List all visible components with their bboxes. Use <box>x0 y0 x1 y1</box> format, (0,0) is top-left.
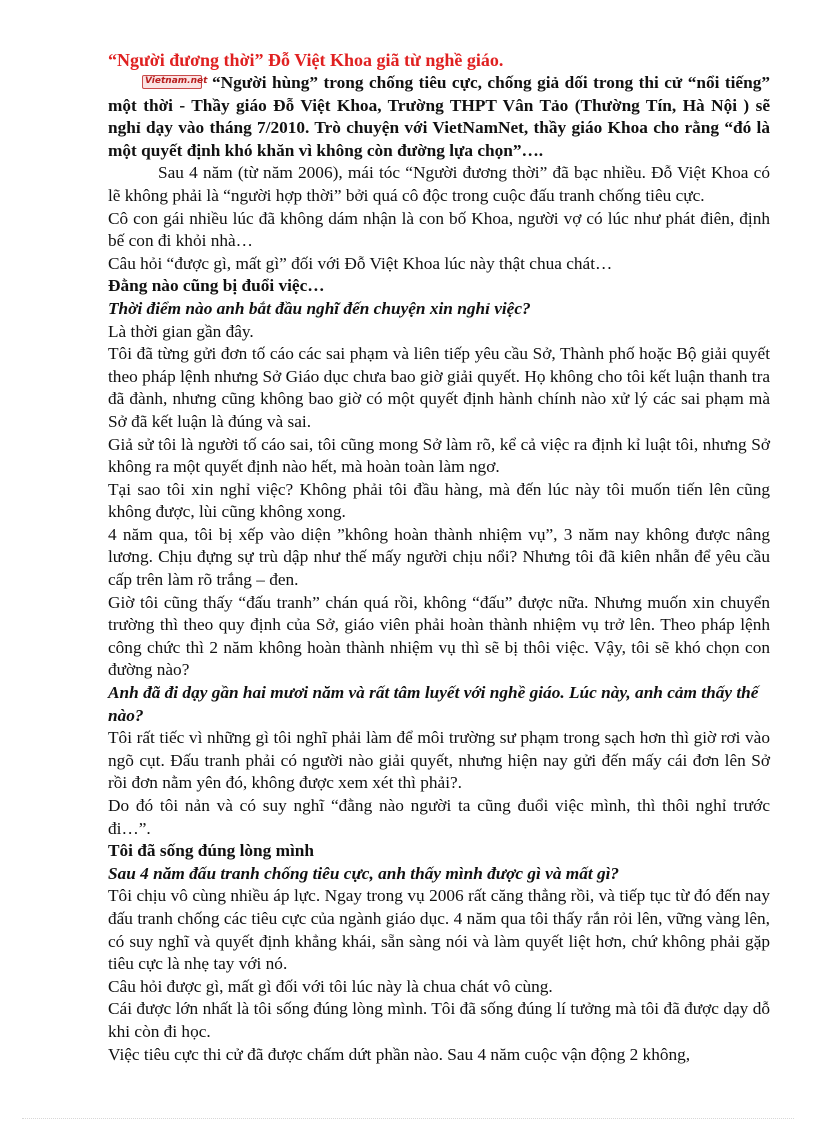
answer-paragraph: Do đó tôi nản và có suy nghĩ “đằng nào người ta cũng đuổi việc mình, thì thôi nghỉ trước đi…”. <box>108 796 770 838</box>
answer-paragraph: Giờ tôi cũng thấy “đấu tranh” chán quá rồi, không “đấu” được nữa. Nhưng muốn xin chuyển trường thì theo quy định của Sở, giáo viên phải hoàn thành nhiệm vụ trở lên. Theo pháp lệnh công chức thì 2 năm không hoàn thành nhiệm vụ thì sẽ bị thôi việc. Vậy, tôi sẽ khó chọn con đường nào? <box>108 592 770 680</box>
lead-text: “Người hùng” trong chống tiêu cực, chống giả dối trong thi cử “nổi tiếng” một thời - Thầy giáo Đỗ Việt Khoa, Trường THPT Vân Tảo (Thường Tín, Hà Nội ) sẽ nghỉ dạy vào tháng 7/2010. Trò chuyện với VietNamNet, thầy giáo Khoa cho rằng “đó là một quyết định khó khăn vì không còn đường lựa chọn”…. <box>108 73 770 160</box>
answer-paragraph: Cái được lớn nhất là tôi sống đúng lòng mình. Tôi đã sống đúng lí tưởng mà tôi đã được dạy dỗ khi còn đi học. <box>108 999 770 1041</box>
section-heading: Tôi đã sống đúng lòng mình <box>108 841 315 861</box>
answer-paragraph: Tại sao tôi xin nghỉ việc? Không phải tôi đầu hàng, mà đến lúc này tôi muốn tiến lên cũng không được, lùi cũng không xong. <box>108 479 770 522</box>
answer-paragraph: Tôi chịu vô cùng nhiều áp lực. Ngay trong vụ 2006 rất căng thẳng rồi, và tiếp tục từ đó đến nay đấu tranh chống các tiêu cực của ngành giáo dục. 4 năm qua tôi thấy rắn rỏi lên, vững vàng lên, có suy nghĩ và quyết định khẳng khái, sẵn sàng nói và làm quyết liệt hơn, chứ không phải gặp tiêu cực là nhẹ tay với nó. <box>108 886 770 974</box>
interview-question: Sau 4 năm đấu tranh chống tiêu cực, anh thấy mình được gì và mất gì? <box>108 863 620 883</box>
answer-paragraph: Câu hỏi được gì, mất gì đối với tôi lúc này là chua chát vô cùng. <box>108 976 553 996</box>
answer-paragraph: Giả sử tôi là người tố cáo sai, tôi cũng mong Sở làm rõ, kể cả việc ra định kỉ luật tôi, nhưng Sở không ra một quyết định nào hết, mà hoàn toàn làm ngơ. <box>108 434 770 477</box>
article-lead <box>108 72 770 162</box>
article <box>108 48 770 1066</box>
vietnamnet-logo <box>142 74 208 90</box>
answer-paragraph: Là thời gian gần đây. <box>108 321 254 341</box>
paragraph: Sau 4 năm (từ năm 2006), mái tóc “Người đương thời” đã bạc nhiều. Đỗ Việt Khoa có lẽ không phải là “người hợp thời” bởi quá cô độc trong cuộc đấu tranh chống tiêu cực. <box>108 163 770 205</box>
paragraph: Câu hỏi “được gì, mất gì” đối với Đỗ Việt Khoa lúc này thật chua chát… <box>108 253 613 273</box>
page-bottom-divider <box>22 1118 794 1119</box>
logo-text: Vietnam.net <box>145 76 208 86</box>
article-title: “Người đương thời” Đỗ Việt Khoa giã từ nghề giáo. <box>108 50 504 70</box>
paragraph: Cô con gái nhiều lúc đã không dám nhận là con bố Khoa, người vợ có lúc như phát điên, định bế con đi khỏi nhà… <box>108 208 770 251</box>
answer-paragraph: Tôi rất tiếc vì những gì tôi nghĩ phải làm để môi trường sư phạm trong sạch hơn thì giờ rơi vào ngõ cụt. Đấu tranh phải có người nào giải quyết, nhưng hiện nay gửi đến mấy cái đơn lên Sở rồi đơn nằm yên đó, không được xem xét thì phải?. <box>108 728 770 793</box>
interview-question: Thời điểm nào anh bắt đầu nghĩ đến chuyện xin nghỉ việc? <box>108 298 531 318</box>
answer-paragraph: 4 năm qua, tôi bị xếp vào diện ”không hoàn thành nhiệm vụ”, 3 năm nay không được nâng lương. Chịu đựng sự trù dập như thế mấy người chịu nổi? Nhưng tôi đã kiên nhẫn để yêu cầu cấp trên làm rõ trắng – đen. <box>108 524 770 590</box>
interview-question: Anh đã đi dạy gần hai mươi năm và rất tâm luyết với nghề giáo. Lúc này, anh cảm thấy thế nào? <box>108 683 759 725</box>
answer-paragraph: Việc tiêu cực thi cử đã được chấm dứt phần nào. Sau 4 năm cuộc vận động 2 không, <box>108 1044 691 1064</box>
section-heading: Đằng nào cũng bị đuổi việc… <box>108 276 325 296</box>
answer-paragraph: Tôi đã từng gửi đơn tố cáo các sai phạm và liên tiếp yêu cầu Sở, Thành phố hoặc Bộ giải quyết theo pháp lệnh nhưng Sở Giáo dục chưa bao giờ giải quyết. Họ không cho tôi kết luận thanh tra đã đành, nhưng cũng không bao giờ có một quyết định hành chính nào xử lý các sai phạm mà Sở đã kết luận là đúng và sai. <box>108 344 770 431</box>
